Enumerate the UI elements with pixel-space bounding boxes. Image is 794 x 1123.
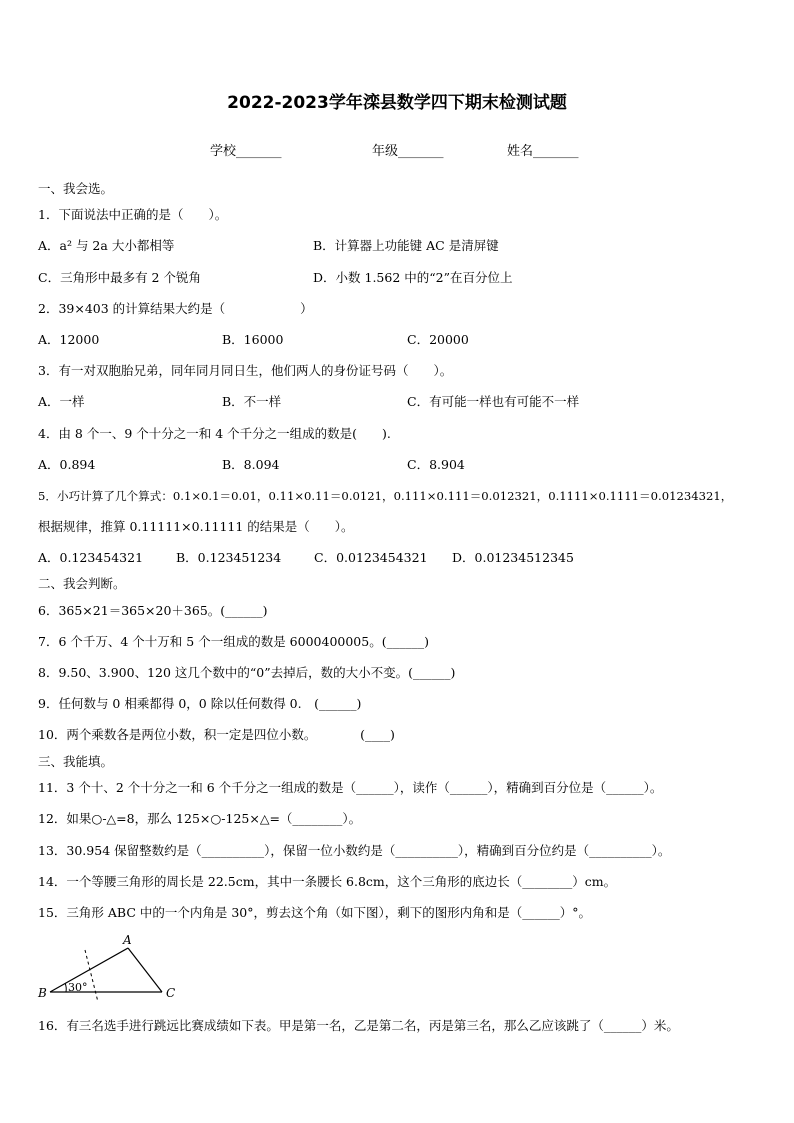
q1-option-a: A．a² 与 2a 大小都相等 (38, 238, 175, 253)
question-7: 7．6 个千万、4 个十万和 5 个一组成的数是 6000400005。(______) (38, 634, 429, 649)
question-3: 3．有一对双胞胎兄弟，同年同月同日生，他们两人的身份证号码（ ）。 (38, 363, 453, 378)
question-12: 12．如果○-△=8，那么 125×○-125×△=（________）。 (38, 811, 362, 826)
q5-option-a: A．0.123454321 (38, 550, 144, 565)
question-14: 14．一个等腰三角形的周长是 22.5cm，其中一条腰长 6.8cm，这个三角形的底边长（________）cm。 (38, 874, 617, 889)
question-8: 8．9.50、3.900、120 这几个数中的“0”去掉后，数的大小不变。(______) (38, 665, 456, 680)
q4-option-c: C．8.904 (407, 457, 465, 472)
grade-field: 年级_______ (372, 144, 444, 159)
page-title: 2022-2023学年滦县数学四下期末检测试题 (227, 93, 567, 113)
section-heading-2: 二、我会判断。 (38, 576, 126, 591)
triangle-side-ac (128, 948, 162, 992)
q2-option-b: B．16000 (222, 332, 284, 347)
q5-option-d: D．0.01234512345 (452, 550, 574, 565)
q1-option-b: B．计算器上功能键 AC 是清屏键 (313, 238, 499, 253)
q4-option-a: A．0.894 (38, 457, 96, 472)
triangle-side-ab (50, 948, 128, 992)
question-6: 6．365×21＝365×20＋365。(______) (38, 603, 268, 618)
q3-option-c: C．有可能一样也有可能不一样 (407, 394, 580, 409)
name-field: 姓名_______ (507, 144, 579, 159)
q1-option-d: D．小数 1.562 中的“2”在百分位上 (313, 270, 513, 285)
q3-option-a: A．一样 (38, 394, 85, 409)
question-16: 16．有三名选手进行跳远比赛成绩如下表。甲是第一名，乙是第二名，丙是第三名，那么乙应该跳了（______）米。 (38, 1018, 679, 1033)
question-11: 11．3 个十、2 个十分之一和 6 个千分之一组成的数是（______），读作（______），精确到百分位是（______）。 (38, 780, 663, 795)
q3-option-b: B．不一样 (222, 394, 282, 409)
triangle-figure (30, 930, 190, 1006)
question-10: 10．两个乘数各是两位小数，积一定是四位小数。 (____) (38, 727, 395, 742)
question-15: 15．三角形 ABC 中的一个内角是 30°，剪去这个角（如下图），剩下的图形内角和是（______）°。 (38, 905, 591, 920)
cut-line (85, 950, 98, 1002)
question-4: 4．由 8 个一、9 个十分之一和 4 个千分之一组成的数是( ). (38, 426, 391, 441)
angle-arc (65, 983, 66, 992)
question-1: 1．下面说法中正确的是（ ）。 (38, 207, 228, 222)
question-5-line-2: 根据规律，推算 0.11111×0.11111 的结果是（ ）。 (38, 519, 354, 534)
angle-label: 30° (68, 981, 88, 994)
q5-option-c: C．0.0123454321 (314, 550, 428, 565)
question-13: 13．30.954 保留整数约是（__________），保留一位小数约是（__________），精确到百分位约是（__________）。 (38, 843, 671, 858)
school-field: 学校_______ (210, 144, 282, 159)
q2-option-a: A．12000 (38, 332, 100, 347)
q5-option-b: B．0.123451234 (176, 550, 282, 565)
label-b: B (38, 986, 47, 1000)
question-2: 2．39×403 的计算结果大约是（ ） (38, 301, 313, 316)
question-9: 9．任何数与 0 相乘都得 0，0 除以任何数得 0. (______) (38, 696, 362, 711)
label-a: A (123, 933, 132, 947)
section-heading-1: 一、我会选。 (38, 181, 114, 196)
q1-option-c: C．三角形中最多有 2 个锐角 (38, 270, 201, 285)
label-c: C (166, 986, 176, 1000)
section-heading-3: 三、我能填。 (38, 754, 114, 769)
q2-option-c: C．20000 (407, 332, 469, 347)
q4-option-b: B．8.094 (222, 457, 280, 472)
question-5-line-1: 5．小巧计算了几个算式：0.1×0.1＝0.01，0.11×0.11＝0.0121，0.111×0.111＝0.012321，0.1111×0.1111＝0.01234321， (38, 489, 733, 503)
